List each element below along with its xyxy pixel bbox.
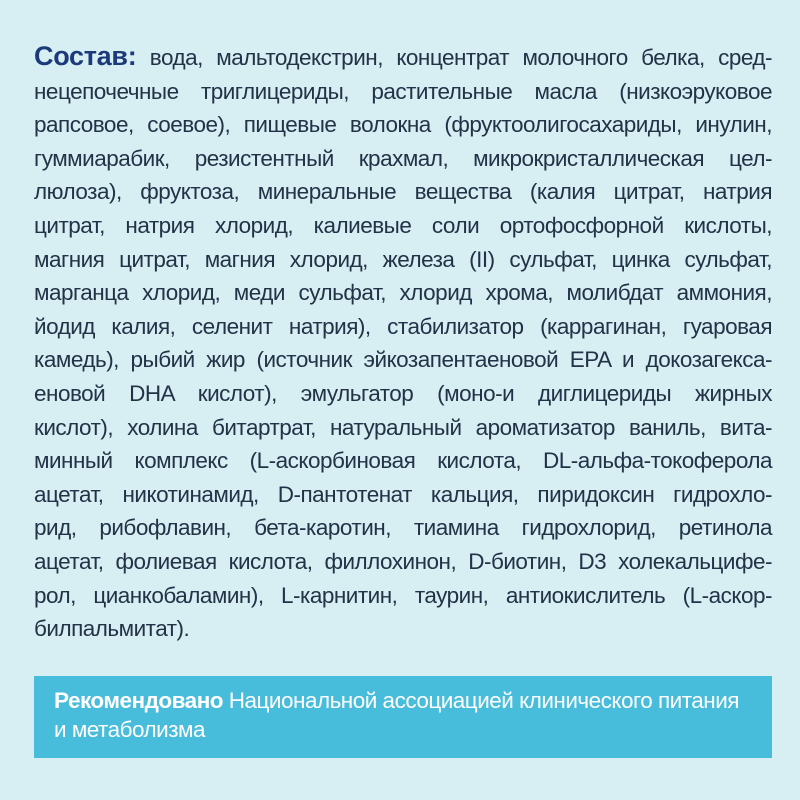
composition-line: кислот), холина битартрат, натуральный ароматизатор ваниль, вита- [34, 414, 772, 440]
composition-line: люлоза), фруктоза, минеральные вещества (калия цитрат, натрия [34, 179, 772, 205]
recommendation-banner [34, 676, 772, 758]
recommendation-label: Рекомендовано [54, 688, 224, 713]
composition-line: магния цитрат, магния хлорид, железа (II) сульфат, цинка сульфат, [34, 246, 772, 272]
composition-line: рол, цианкобаламин), L-карнитин, таурин, антиокислитель (L-аскор- [34, 582, 772, 608]
composition-line: марганца хлорид, меди сульфат, хлорид хрома, молибдат аммония, [34, 280, 772, 306]
composition-line: ацетат, фолиевая кислота, филлохинон, D-биотин, D3 холекальцифе- [34, 548, 772, 574]
composition-line: рапсовое, соевое), пищевые волокна (фруктоолигосахариды, инулин, [34, 112, 772, 138]
composition-line: камедь), рыбий жир (источник эйкозапентаеновой EPA и докозагекса- [34, 347, 772, 373]
composition-line: билпальмитат). [34, 616, 190, 642]
composition-line: гуммиарабик, резистентный крахмал, микрокристаллическая цел- [34, 145, 772, 171]
composition-line: рид, рибофлавин, бета-каротин, тиамина гидрохлорид, ретинола [34, 515, 772, 541]
composition-line [34, 40, 772, 75]
composition-line-text: вода, мальтодекстрин, концентрат молочного белка, сред- [136, 45, 772, 70]
recommendation-line: и метаболизма [54, 717, 206, 742]
composition-line: йодид калия, селенит натрия), стабилизатор (каррагинан, гуаровая [34, 313, 772, 339]
composition-label: Состав: [34, 41, 137, 71]
recommendation-line [54, 686, 752, 715]
composition-text [34, 40, 772, 646]
composition-line: минный комплекс (L-аскорбиновая кислота, DL-альфа-токоферола [34, 448, 772, 474]
composition-line: нецепочечные триглицериды, растительные масла (низкоэруковое [34, 78, 772, 104]
composition-line: ацетат, никотинамид, D-пантотенат кальция, пиридоксин гидрохло- [34, 481, 772, 507]
composition-line: цитрат, натрия хлорид, калиевые соли ортофосфорной кислоты, [34, 212, 772, 238]
recommendation-text: Национальной ассоциацией клинического питания [223, 688, 739, 713]
composition-line: еновой DHA кислот), эмульгатор (моно-и диглицериды жирных [34, 380, 772, 406]
